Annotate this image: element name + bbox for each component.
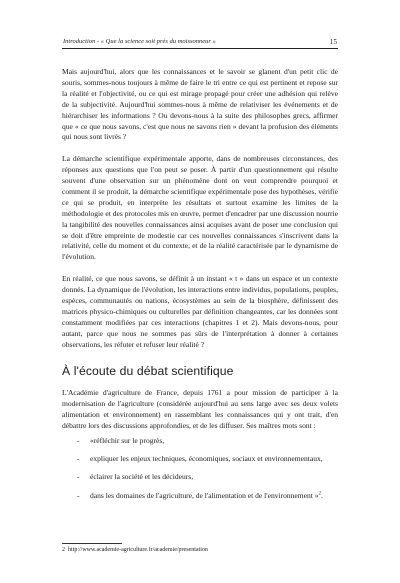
- missions-list: [62, 436, 338, 502]
- section-intro: L'Académie d'agriculture de France, depuis 1761 a pour mission de participer à la modernisation de l'agriculture (considérée aujourd'hui au sens large avec ses deux volets alimentation et environnement) en rassemblant les connaissances qui y ont trait, d'en débattre lors des discussions approfondies, et de les diffuser. Ses maîtres mots sont :: [62, 388, 338, 431]
- running-header: [63, 38, 337, 45]
- list-item-text: expliquer les enjeux techniques, économiques, sociaux et environnementaux,: [90, 454, 323, 464]
- running-title: Introduction - « Que la science soit près du moissonneur »: [63, 38, 216, 45]
- list-item-end: .: [321, 490, 323, 500]
- list-item: [62, 491, 338, 502]
- list-marker: -: [77, 490, 80, 500]
- footnote-rule: [62, 543, 122, 544]
- paragraph-3: En réalité, ce que nous savons, se définit à un instant « t » dans un espace et un contexte donnés. La dynamique de l'évolution, les interactions entre individus, populations, peuples, espèces, communautés ou nations, écosystèmes au sein de la biosphère, définissent des matrices physico-chimiques ou culturelles par définition changeantes, car les données sont constamment modifiées par ces interactions (chapitres 1 et 2). Mais devons-nous, pour autant, parce que nous ne sommes pas sûrs de l'interprétation à donner à certaines observations, les réfuter et refuser leur réalité ?: [62, 274, 338, 349]
- list-item-text: «réfléchir sur le progrès,: [90, 436, 165, 446]
- footnote: [62, 546, 338, 554]
- list-item: [62, 454, 338, 465]
- list-marker: -: [77, 472, 80, 482]
- footnote-number: 2: [62, 547, 65, 553]
- list-item-text: dans les domaines de l'agriculture, de l'alimentation et de l'environnement »: [90, 490, 319, 500]
- footnote-reference: 2: [318, 491, 322, 497]
- list-item: [62, 472, 338, 483]
- footnote-link[interactable]: http://www.academie-agriculture.fr/academie/presentation: [68, 547, 208, 553]
- header-rule: [62, 48, 338, 49]
- list-item: [62, 436, 338, 447]
- paragraph-1: Mais aujourd'hui, alors que les connaissances et le savoir se glanent d'un petit clic de souris, sommes-nous toujours à même de faire le tri entre ce qui est pertinent et repose sur la réalité et l'objectivité, ou ce qui est mirage propagé pour créer une adhésion qui relève de la subjectivité. Aujourd'hui sommes-nous à même de relativiser les événements et de hiérarchiser les informations ? Ou devons-nous à la suite des philosophes grecs, affirmer que « ce que nous savons, c'est que nous ne savons rien » devant la profusion des éléments qui nous sont livrés ?: [62, 67, 338, 142]
- section-heading: À l'écoute du débat scientifique: [62, 363, 234, 378]
- list-marker: -: [77, 454, 80, 464]
- list-item-text: éclairer la société et les décideurs,: [90, 472, 194, 482]
- list-marker: -: [77, 436, 80, 446]
- page-number: 15: [329, 38, 337, 46]
- body-text: [62, 67, 338, 509]
- paragraph-2: La démarche scientifique expérimentale apporte, dans de nombreuses circonstances, des réponses aux questions que l'on peut se poser. À partir d'un questionnement qui résulte souvent d'une observation sur un phénomène dont on veut comprendre pourquoi et comment il se produit, la démarche scientifique expérimentale pose des hypothèses, vérifie ce qui se produit, en interprète les résultats et surtout examine les limites de la méthodologie et des protocoles mis en œuvre, permet d'encadrer par une discussion nourrie la tangibilité des nouvelles connaissances ainsi acquises avant de poser une conclusion qui se doit d'être empreinte de modestie car ces nouvelles connaissances s'inscrivent dans la relativité, celle du moment et du contexte, et de la réalité caractérisée par le dynamisme de l'évolution.: [62, 154, 338, 262]
